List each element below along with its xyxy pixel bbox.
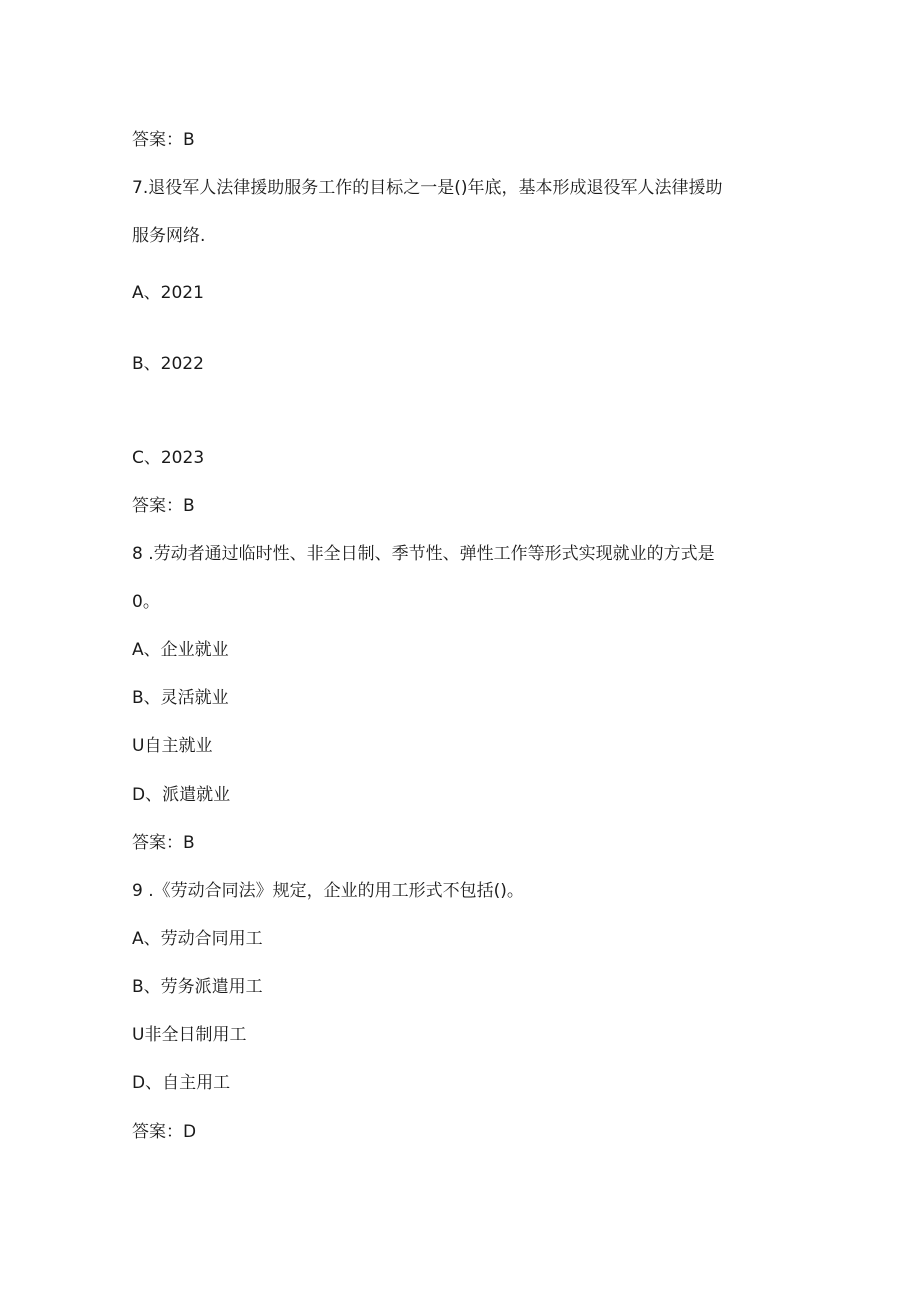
answer-7: 答案：B [132,496,195,516]
question-7-text-line-1: 7.退役军人法律援助服务工作的目标之一是()年底，基本形成退役军人法律援助 [132,178,723,198]
question-8-option-b: B、灵活就业 [132,688,229,708]
question-9-text: 9 .《劳动合同法》规定，企业的用工形式不包括()。 [132,881,524,901]
question-8-option-c: U自主就业 [132,736,213,756]
question-9-option-a: A、劳动合同用工 [132,929,263,949]
question-9-option-b: B、劳务派遣用工 [132,977,263,997]
answer-8: 答案：B [132,833,195,853]
question-9-option-c: U非全日制用工 [132,1025,247,1045]
question-7-text-line-2: 服务网络. [132,226,206,246]
question-7-option-c: C、2023 [132,448,205,468]
answer-9: 答案：D [132,1122,197,1142]
question-9-option-d: D、自主用工 [132,1073,231,1093]
question-8-option-a: A、企业就业 [132,640,229,660]
question-8-text-line-1: 8 .劳动者通过临时性、非全日制、季节性、弹性工作等形式实现就业的方式是 [132,544,715,564]
question-7-option-a: A、2021 [132,283,204,303]
question-8-text-line-2: 0。 [132,592,160,612]
answer-6: 答案：B [132,130,195,150]
question-8-option-d: D、派遣就业 [132,785,231,805]
question-7-option-b: B、2022 [132,354,204,374]
